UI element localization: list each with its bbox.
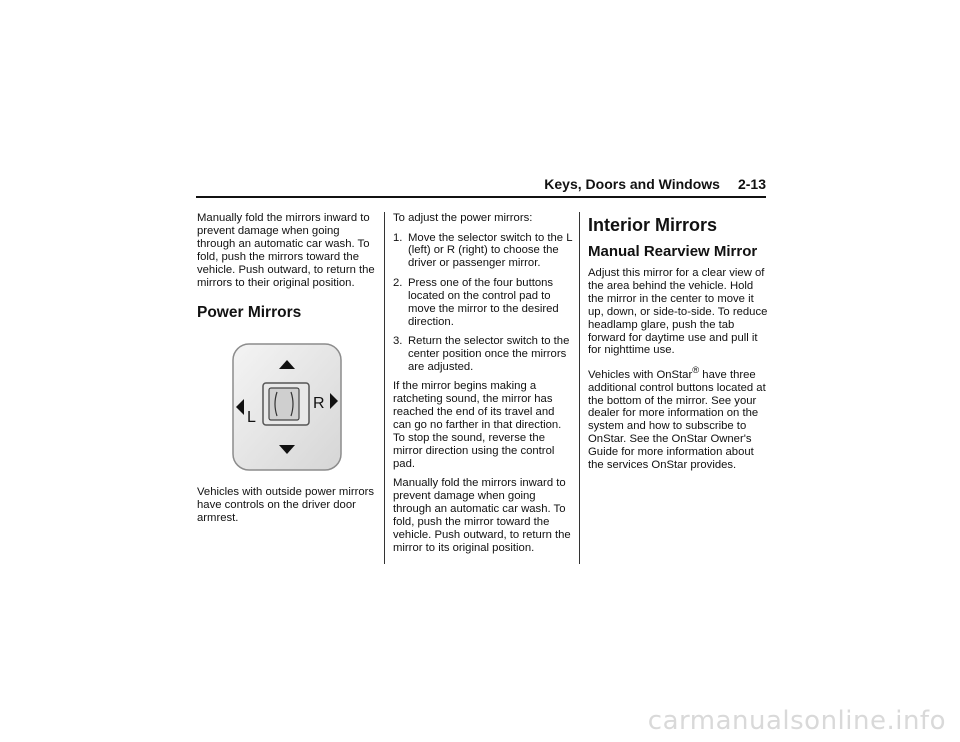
column-2 [393, 212, 573, 561]
rearview-adjust-paragraph: Adjust this mirror for a clear view of the area behind the vehicle. Hold the mirror in the center to move it up, down, or side-to-side. To reduce headlamp glare, push the tab forward for daytime use and pull it for nighttime use. [588, 267, 768, 357]
mirror-control-illustration [227, 338, 347, 478]
adjust-intro: To adjust the power mirrors: [393, 212, 533, 224]
step-number: 2. [393, 276, 403, 289]
step-text: Move the selector switch to the L (left) or R (right) to choose the driver or passenger mirror. [408, 231, 573, 270]
power-mirrors-heading: Power Mirrors [197, 304, 302, 322]
onstar-text-rest: have three additional control buttons located at the bottom of the mirror. See your dealer for more information on the system and how to subscribe to OnStar. See the OnStar Owner's Guide for more information about the services OnStar provides. [588, 368, 766, 472]
fold-paragraph: Manually fold the mirrors inward to prevent damage when going through an automatic car wash. To fold, push the mirror toward the vehicle. Push outward, to return the mirror to its original position. [393, 477, 571, 554]
column-1 [197, 212, 377, 532]
column-divider-2 [579, 212, 580, 564]
step-text: Return the selector switch to the center position once the mirrors are adjusted. [408, 335, 570, 373]
onstar-paragraph [588, 364, 768, 472]
step-number: 1. [393, 231, 403, 244]
mirror-control-pad-graphic [227, 338, 347, 478]
registered-mark: ® [692, 363, 700, 375]
column-3 [588, 212, 768, 479]
selector-knob [269, 388, 299, 420]
armrest-paragraph: Vehicles with outside power mirrors have controls on the driver door armrest. [197, 486, 375, 525]
list-item [393, 232, 573, 271]
step-number: 3. [393, 335, 403, 348]
step-text: Press one of the four buttons located on the control pad to move the mirror to the desired direction. [408, 276, 559, 328]
interior-mirrors-heading: Interior Mirrors [588, 215, 718, 235]
car-wash-paragraph: Manually fold the mirrors inward to prevent damage when going through an automatic car wash. To fold, push the mirrors toward the vehicle. Push outward, to return the mirrors to their original position. [197, 212, 375, 289]
right-selector-label: R [313, 395, 325, 413]
manual-rearview-mirror-heading: Manual Rearview Mirror [588, 243, 758, 260]
page-number: 2-13 [737, 176, 766, 192]
onstar-text-start: Vehicles with OnStar [588, 368, 693, 381]
section-title: Keys, Doors and Windows [544, 176, 720, 192]
left-selector-label: L [247, 409, 256, 427]
running-header [530, 176, 766, 192]
adjust-steps-list [393, 232, 573, 374]
ratcheting-paragraph: If the mirror begins making a ratcheting sound, the mirror has reached the end of its travel and can go no farther in that direction. To stop the sound, reverse the mirror direction using the control pad. [393, 380, 562, 470]
list-item [393, 277, 573, 329]
column-divider-1 [384, 212, 385, 564]
list-item [393, 335, 573, 374]
header-rule [196, 196, 766, 198]
watermark: carmanualsonline.info [647, 706, 946, 736]
